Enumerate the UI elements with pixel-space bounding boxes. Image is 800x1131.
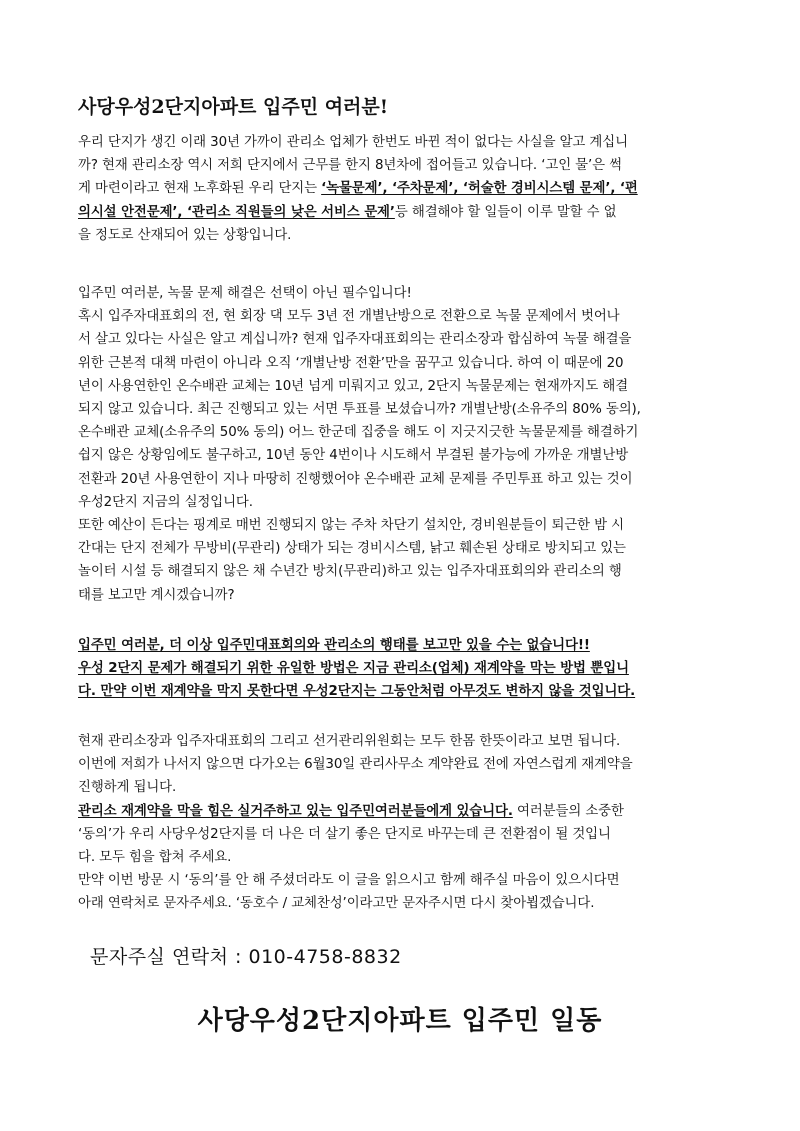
contact-info: 문자주실 연락처 : 010-4758-8832	[90, 946, 402, 968]
paragraph-management-history	[78, 131, 726, 247]
text-line	[78, 468, 726, 491]
text-line	[78, 491, 726, 514]
text-line	[78, 514, 726, 537]
emphasis-text: 다. 만약 이번 재계약을 막지 못한다면 우성2단지는 그동안처럼 아무것도 변하지 않을 것입니다.	[78, 684, 636, 700]
body-text: 서 살고 있다는 사실은 알고 계십니까? 현재 입주자대표회의는 관리소장과 합심하여 녹물 해결을	[78, 332, 632, 348]
text-line	[78, 398, 726, 421]
paragraph-rust-water-issue	[78, 282, 726, 607]
body-text: 우성2단지 지금의 실정입니다.	[78, 494, 253, 510]
text-line	[78, 282, 726, 305]
body-text: 진행하게 됩니다.	[78, 780, 177, 796]
body-text: 온수배관 교체(소유주의 50% 동의) 어느 한군데 집중을 해도 이 지긋지긋한 녹물문제를 해결하기	[78, 425, 639, 441]
body-text: 여러분들의 소중한	[512, 803, 624, 819]
text-line	[78, 131, 726, 154]
body-text: 현재 관리소장과 입주자대표회의 그리고 선거관리위원회는 모두 한몸 한뜻이라고 보면 됩니다.	[78, 734, 621, 749]
text-line	[78, 375, 726, 398]
text-line	[78, 823, 726, 846]
text-line	[78, 800, 726, 823]
body-text: ‘동의’가 우리 사당우성2단지를 더 나은 더 살기 좋은 단지로 바꾸는데 큰 전환점이 될 것입니	[78, 826, 611, 842]
body-text: 만약 이번 방문 시 ‘동의’를 안 해 주셨더라도 이 글을 읽으시고 함께 해주실 마음이 있으시다면	[78, 873, 620, 889]
text-line	[78, 892, 726, 915]
text-line	[78, 846, 726, 869]
emphasis-text: 입주민 여러분, 더 이상 입주민대표회의와 관리소의 행태를 보고만 있을 수는 없습니다!!	[78, 638, 590, 653]
text-line	[78, 657, 726, 680]
signature: 사당우성2단지아파트 입주민 일동	[197, 1006, 603, 1036]
body-text: 을 정도로 산재되어 있는 상황입니다.	[78, 227, 292, 243]
emphasis-text: ‘녹물문제’, ‘주차문제’, ‘허술한 경비시스템 문제’, ‘편	[321, 181, 638, 197]
text-line	[78, 776, 726, 799]
body-text: 등 해결해야 할 일들이 이루 말할 수 없	[394, 204, 617, 220]
body-text: 또한 예산이 든다는 핑계로 매번 진행되지 않는 주차 차단기 설치안, 경비원분들이 퇴근한 밤 시	[78, 518, 624, 534]
text-line	[78, 584, 726, 607]
text-line	[78, 421, 726, 444]
body-text: 아래 연락처로 문자주세요. ‘동호수 / 교체찬성’이라고만 문자주시면 다시 찾아뵙겠습니다.	[78, 896, 595, 912]
body-text: 게 마련이라고 현재 노후화된 우리 단지는	[78, 181, 322, 197]
text-line	[78, 305, 726, 328]
body-text: 우리 단지가 생긴 이래 30년 가까이 관리소 업체가 한번도 바뀐 적이 없다는 사실을 알고 계십니	[78, 135, 628, 150]
text-line	[78, 680, 726, 703]
body-text: 입주민 여러분, 녹물 문제 해결은 선택이 아닌 필수입니다!	[78, 286, 412, 301]
text-line	[78, 201, 726, 224]
body-text: 다. 모두 힘을 합쳐 주세요.	[78, 850, 232, 866]
body-text: 이번에 저희가 나서지 않으면 다가오는 6월30일 관리사무소 계약완료 전에 자연스럽게 재계약을	[78, 757, 633, 773]
text-line	[78, 352, 726, 375]
emphasis-text: 우성 2단지 문제가 해결되기 위한 유일한 방법은 지금 관리소(업체) 재계약을 막는 방법 뿐입니	[78, 661, 629, 677]
text-line	[78, 224, 726, 247]
text-line	[78, 537, 726, 560]
text-line	[78, 444, 726, 467]
emphasis-text: 관리소 재계약을 막을 힘은 실거주하고 있는 입주민여러분들에게 있습니다.	[78, 803, 513, 819]
paragraph-appeal	[78, 634, 726, 704]
paragraph-call-to-action	[78, 730, 726, 916]
body-text: 전환과 20년 사용연한이 지나 마땅히 진행했어야 온수배관 교체 문제를 주민투표 하고 있는 것이	[78, 471, 633, 487]
body-text: 년이 사용연한인 온수배관 교체는 10년 넘게 미뤄지고 있고, 2단지 녹물문제는 현재까지도 해결	[78, 378, 629, 394]
text-line	[78, 869, 726, 892]
body-text: 혹시 입주자대표회의 전, 현 회장 댁 모두 3년 전 개별난방으로 전환으로 녹물 문제에서 벗어나	[78, 309, 620, 325]
emphasis-text: 의시설 안전문제’, ‘관리소 직원들의 낮은 서비스 문제’	[78, 204, 395, 220]
text-line	[78, 730, 726, 753]
text-line	[78, 634, 726, 657]
body-text: 까? 현재 관리소장 역시 저희 단지에서 근무를 한지 8년차에 접어들고 있습니다. ‘고인 물’은 썩	[78, 158, 623, 174]
text-line	[78, 328, 726, 351]
body-text: 간대는 단지 전체가 무방비(무관리) 상태가 되는 경비시스템, 낡고 훼손된 상태로 방치되고 있는	[78, 541, 626, 557]
greeting-heading: 사당우성2단지아파트 입주민 여러분!	[78, 96, 389, 118]
text-line	[78, 154, 726, 177]
body-text: 놀이터 시설 등 해결되지 않은 채 수년간 방치(무관리)하고 있는 입주자대표회의와 관리소의 행	[78, 564, 622, 580]
body-text: 되지 않고 있습니다. 최근 진행되고 있는 서면 투표를 보셨습니까? 개별난방(소유주의 80% 동의),	[78, 402, 641, 418]
text-line	[78, 177, 726, 200]
body-text: 태를 보고만 계시겠습니까?	[78, 587, 235, 603]
body-text: 쉽지 않은 상황임에도 불구하고, 10년 동안 4번이나 시도해서 부결된 불가능에 가까운 개별난방	[78, 448, 629, 464]
body-text: 위한 근본적 대책 마련이 아니라 오직 ‘개별난방 전환’만을 꿈꾸고 있습니다. 하여 이 때문에 20	[78, 355, 624, 371]
text-line	[78, 753, 726, 776]
text-line	[78, 560, 726, 583]
